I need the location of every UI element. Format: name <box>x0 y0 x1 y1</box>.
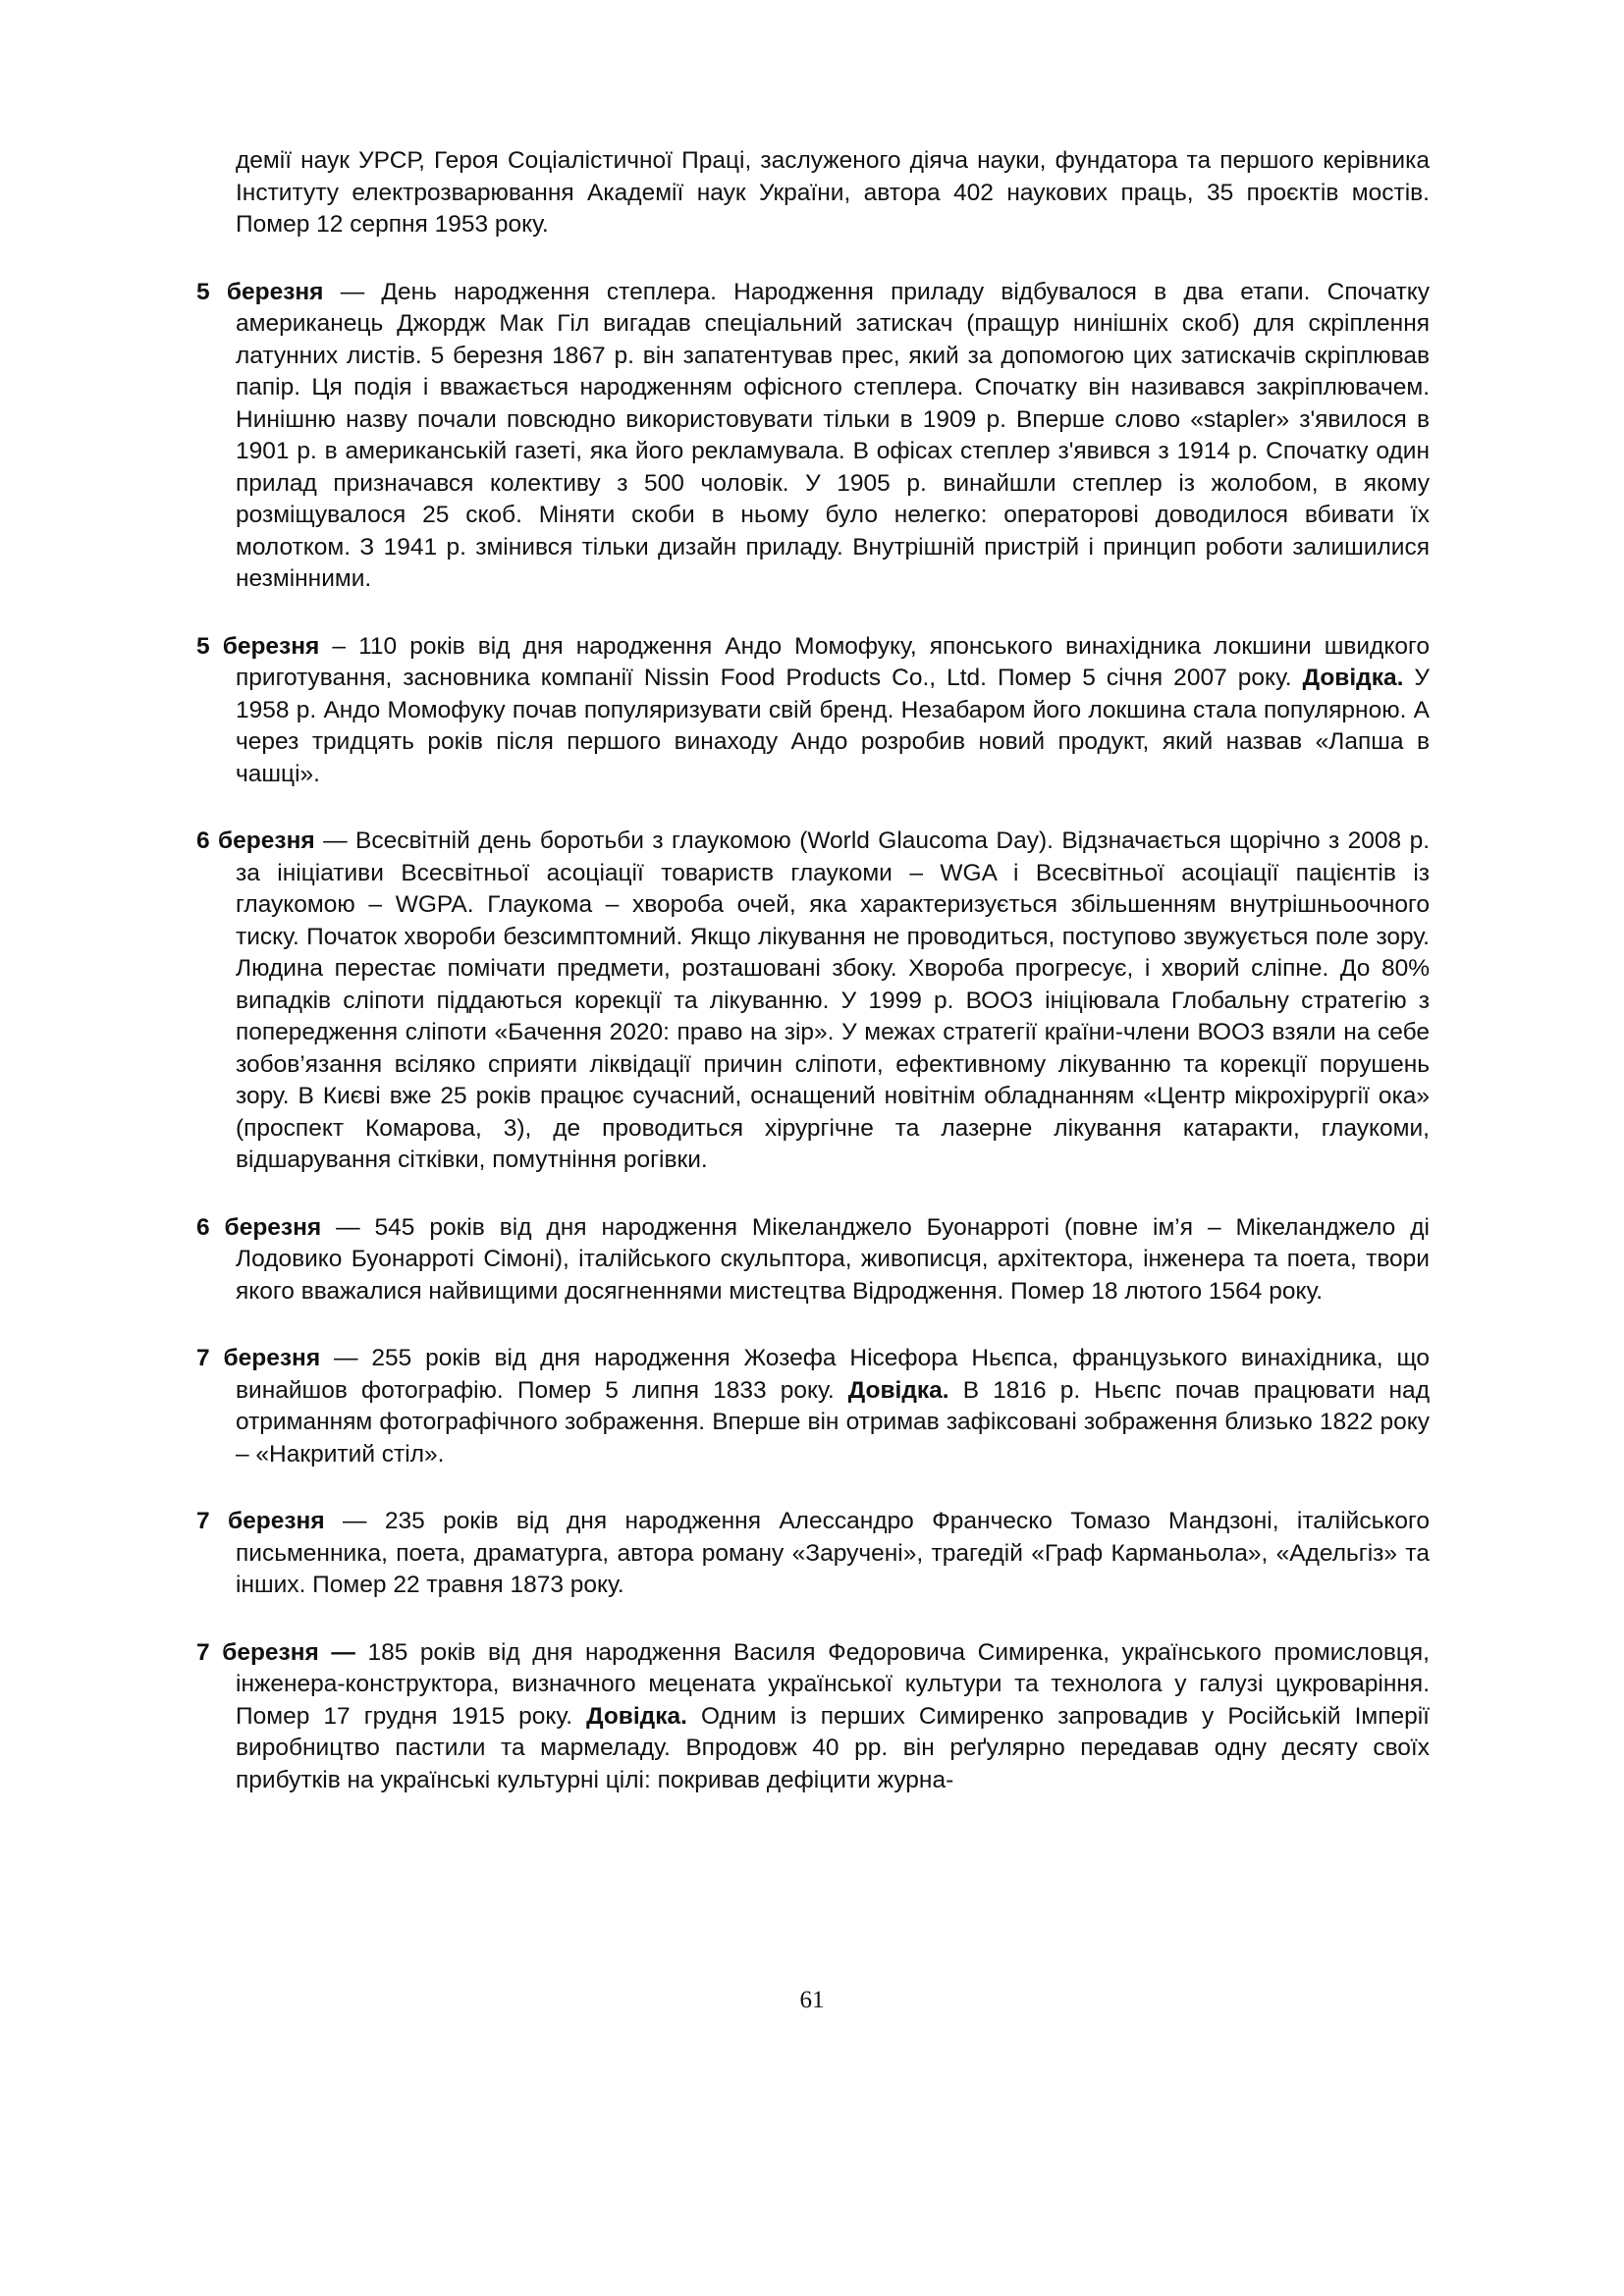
calendar-entry <box>196 277 1430 596</box>
entry-reference-label: Довідка. <box>586 1702 687 1730</box>
entry-reference-text: В 1816 р. Ньєпс почав працювати над отриманням фотографічного зображення. Вперше він отримав зафіксовані зображення близько 1822 року – «Накритий стіл». <box>236 1376 1430 1468</box>
entry-reference-text: Одним із перших Симиренко запровадив у Російській Імперії виробництво пастили та мармеладу. Впродовж 40 рр. він реґулярно передавав одну десяту своїх прибутків на українські культурні цілі: покривав дефіцити журна- <box>236 1702 1430 1793</box>
entry-reference-label: Довідка. <box>1302 665 1404 691</box>
entry-text: — Всесвітній день боротьби з глаукомою (World Glaucoma Day). Відзначається щорічно з 2008 р. за ініціативи Всесвітньої асоціації товариств глаукоми – WGA і Всесвітньої асоціації пацієнтів із глаукомою – WGPA. Глаукома – хвороба очей, яка характеризується збільшенням внутрішньоочного тиску. Початок хвороби безсимптомний. Якщо лікування не проводиться, поступово звужується поле зору. Людина перестає помічати предмети, розташовані збоку. Хвороба прогресує, і хворий сліпне. До 80% випадків сліпоти піддаються корекції та лікуванню. У 1999 р. ВООЗ ініціювала Глобальну стратегію з попередження сліпоти «Бачення 2020: право на зір». У межах стратегії країни-члени ВООЗ взяли на себе зобов’язання всіляко сприяти ліквідації причин сліпоти, ефективному лікуванню та корекції порушень зору. В Києві вже 25 років працює сучасний, оснащений новітнім обладнанням «Центр мікрохірургії ока» (проспект Комарова, 3), де проводиться хірургічне та лазерне лікування катаракти, глаукоми, відшарування сітківки, помутніння рогівки. <box>236 828 1430 1173</box>
calendar-entry <box>196 826 1430 1177</box>
entry-text: — 255 років від дня народження Жозефа Нісефора Ньєпса, французького винахідника, що винайшов фотографію. Помер 5 липня 1833 року. <box>236 1345 1431 1404</box>
calendar-entry <box>196 1506 1430 1602</box>
continuation-paragraph: демії наук УРСР, Героя Соціалістичної Праці, заслуженого діяча науки, фундатора та першого керівника Інституту електрозварювання Академії наук України, автора 402 наукових праць, 35 проєктів мостів. Помер 12 серпня 1953 року. <box>236 147 1430 238</box>
entry-text: — 235 років від дня народження Алессандро Франческо Томазо Мандзоні, італійського письменника, поета, драматурга, автора роману «Заручені», трагедій «Граф Карманьола», «Адельгіз» та інших. Помер 22 травня 1873 року. <box>236 1508 1430 1598</box>
entry-date: 6 березня <box>196 1213 322 1241</box>
calendar-entry <box>196 1343 1430 1470</box>
calendar-entry <box>196 1212 1430 1308</box>
entry-text: 185 років від дня народження Василя Федоровича Симиренка, українського промисловця, інженера-конструктора, визначного мецената української культури та технолога у галузі цукроваріння. Помер 17 грудня 1915 року. <box>236 1638 1430 1730</box>
document-page <box>196 145 1430 1832</box>
entry-date: 5 березня <box>196 632 320 660</box>
entry-date: 7 березня <box>196 1508 325 1534</box>
calendar-entry <box>196 1637 1430 1797</box>
entry-text: – 110 років від дня народження Андо Момофуку, японського винахідника локшини швидкого приготування, засновника компанії Nissin Food Products Co., Ltd. Помер 5 січня 2007 року. <box>236 632 1430 691</box>
entry-date: 7 березня <box>196 1345 321 1371</box>
entry-reference-text: У 1958 р. Андо Момофуку почав популяризувати свій бренд. Незабаром його локшина стала популярною. А через тридцять років після першого винаходу Андо розробив новий продукт, який назвав «Лапша в чашці». <box>236 665 1430 787</box>
entry-date: 5 березня <box>196 278 324 305</box>
calendar-entry <box>196 631 1430 791</box>
entry-date: 7 березня — <box>196 1638 355 1666</box>
entry-text: — День народження степлера. Народження приладу відбувалося в два етапи. Спочатку американець Джордж Мак Гіл вигадав спеціальний затискач (пращур нинішніх скоб) для скріплення латунних листів. 5 березня 1867 р. він запатентував прес, який за допомогою цих затискачів скріплював папір. Ця подія і вважається народженням офісного степлера. Спочатку він називався закріплювачем. Нинішню назву почали повсюдно використовувати тільки в 1909 р. Вперше слово «stapler» з'явилося в 1901 р. в американській газеті, яка його рекламувала. В офісах степлер з'явився з 1914 р. Спочатку один прилад призначався колективу з 500 чоловік. У 1905 р. винайшли степлер із жолобом, в якому розміщувалося 25 скоб. Міняти скоби в ньому було нелегко: операторові доводилося вбивати їх молотком. З 1941 р. змінився тільки дизайн приладу. Внутрішній пристрій і принцип роботи залишилися незмінними. <box>236 278 1430 592</box>
entry-reference-label: Довідка. <box>847 1376 949 1404</box>
entry-date: 6 березня <box>196 828 315 854</box>
page-number: 61 <box>799 1987 825 2013</box>
entry-text: — 545 років від дня народження Мікеланджело Буонарроті (повне ім’я – Мікеланджело ді Лодовико Буонарроті Сімоні), італійського скульптора, живописця, архітектора, інженера та поета, твори якого вважалися найвищими досягненнями мистецтва Відродження. Помер 18 лютого 1564 року. <box>236 1213 1430 1305</box>
